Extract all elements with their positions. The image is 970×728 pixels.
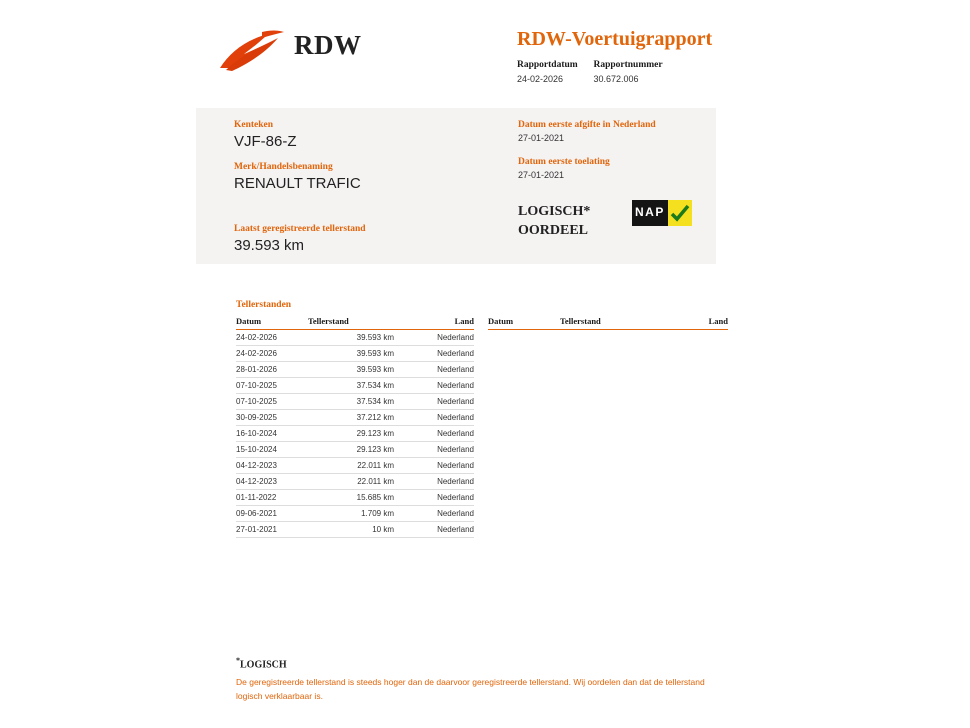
table-row [236,458,474,474]
cell-land: Nederland [404,378,474,394]
cell-datum: 15-10-2024 [236,442,308,458]
judgement-line-1: LOGISCH* [518,204,591,219]
vehicle-summary-panel [196,108,716,264]
mileage-history-title: Tellerstanden [236,300,292,310]
cell-datum: 27-01-2021 [236,522,308,538]
cell-datum: 24-02-2026 [236,330,308,346]
cell-land: Nederland [404,506,474,522]
table-header-row-secondary [488,316,728,330]
cell-tellerstand: 29.123 km [308,426,404,442]
footnote-body: De geregistreerde tellerstand is steeds hoger dan de daarvoor geregistreerde tellerstand. Wij oordelen dan dat de tellerstand logisch verklaarbaar is. [236,677,705,702]
cell-datum: 07-10-2025 [236,378,308,394]
column-header-land: Land [404,316,474,330]
first-admission-value: 27-01-2021 [518,170,565,180]
table-row [236,490,474,506]
cell-datum: 07-10-2025 [236,394,308,410]
summary-left-column [234,120,484,204]
rdw-flame-icon [216,28,288,72]
cell-tellerstand: 29.123 km [308,442,404,458]
judgement-line-2: OORDEEL [518,223,589,238]
cell-tellerstand: 39.593 km [308,362,404,378]
report-meta [517,60,757,84]
table-row [236,474,474,490]
table-row [236,522,474,538]
first-issue-label: Datum eerste afgifte in Nederland [518,120,656,130]
table-row [236,394,474,410]
rapportnummer-value: 30.672.006 [593,74,639,84]
report-header [196,10,756,90]
cell-datum: 24-02-2026 [236,346,308,362]
table-row [236,426,474,442]
nap-label: NAP [635,205,665,219]
footnote-block [236,656,706,703]
cell-tellerstand: 37.534 km [308,378,404,394]
first-issue-value: 27-01-2021 [518,133,565,143]
cell-tellerstand: 39.593 km [308,330,404,346]
cell-land: Nederland [404,410,474,426]
cell-datum: 01-11-2022 [236,490,308,506]
column-header-land-2: Land [646,316,728,330]
nap-check-icon [670,203,690,223]
cell-tellerstand: 22.011 km [308,458,404,474]
table-row [236,378,474,394]
cell-land: Nederland [404,474,474,490]
cell-tellerstand: 22.011 km [308,474,404,490]
cell-tellerstand: 39.593 km [308,346,404,362]
table-header-row [236,316,474,330]
rapportdatum-label: Rapportdatum [517,60,578,70]
cell-land: Nederland [404,394,474,410]
mileage-history-section [236,300,728,561]
merk-value: RENAULT TRAFIC [234,175,361,192]
mileage-table-right [488,316,728,330]
cell-datum: 28-01-2026 [236,362,308,378]
cell-datum: 04-12-2023 [236,458,308,474]
cell-land: Nederland [404,330,474,346]
cell-tellerstand: 1.709 km [308,506,404,522]
cell-land: Nederland [404,362,474,378]
cell-datum: 04-12-2023 [236,474,308,490]
column-header-datum-2: Datum [488,316,560,330]
rapportnummer-label: Rapportnummer [593,60,663,70]
cell-land: Nederland [404,490,474,506]
cell-tellerstand: 37.534 km [308,394,404,410]
summary-right-column [518,120,708,194]
cell-tellerstand: 10 km [308,522,404,538]
rdw-logo-text: RDW [294,30,362,60]
table-row [236,362,474,378]
cell-land: Nederland [404,442,474,458]
footnote-star: * [236,656,240,665]
nap-logo [632,200,692,226]
mileage-table-left [236,316,474,538]
cell-land: Nederland [404,522,474,538]
rapportdatum-block [517,60,589,84]
cell-tellerstand: 37.212 km [308,410,404,426]
last-mileage-value: 39.593 km [234,237,305,254]
column-header-tellerstand: Tellerstand [308,316,404,330]
cell-datum: 09-06-2021 [236,506,308,522]
table-row [236,346,474,362]
rapportnummer-block [593,60,662,84]
cell-land: Nederland [404,458,474,474]
cell-tellerstand: 15.685 km [308,490,404,506]
judgement-text [518,202,590,240]
page-title: RDW-Voertuigrapport [517,28,713,50]
cell-datum: 16-10-2024 [236,426,308,442]
rdw-logo [216,22,376,74]
first-admission-label: Datum eerste toelating [518,157,610,167]
merk-label: Merk/Handelsbenaming [234,162,333,172]
kenteken-value: VJF-86-Z [234,133,297,150]
last-mileage-label: Laatst geregistreerde tellerstand [234,224,366,234]
column-header-tellerstand-2: Tellerstand [560,316,646,330]
cell-land: Nederland [404,426,474,442]
rapportdatum-value: 24-02-2026 [517,74,564,84]
table-row [236,410,474,426]
table-row [236,506,474,522]
table-row [236,442,474,458]
footnote-title [236,656,706,670]
footnote-title-text: LOGISCH [240,659,287,671]
cell-datum: 30-09-2025 [236,410,308,426]
kenteken-label: Kenteken [234,120,274,130]
column-header-datum: Datum [236,316,308,330]
table-row [236,330,474,346]
last-mileage-block [234,224,366,266]
cell-land: Nederland [404,346,474,362]
